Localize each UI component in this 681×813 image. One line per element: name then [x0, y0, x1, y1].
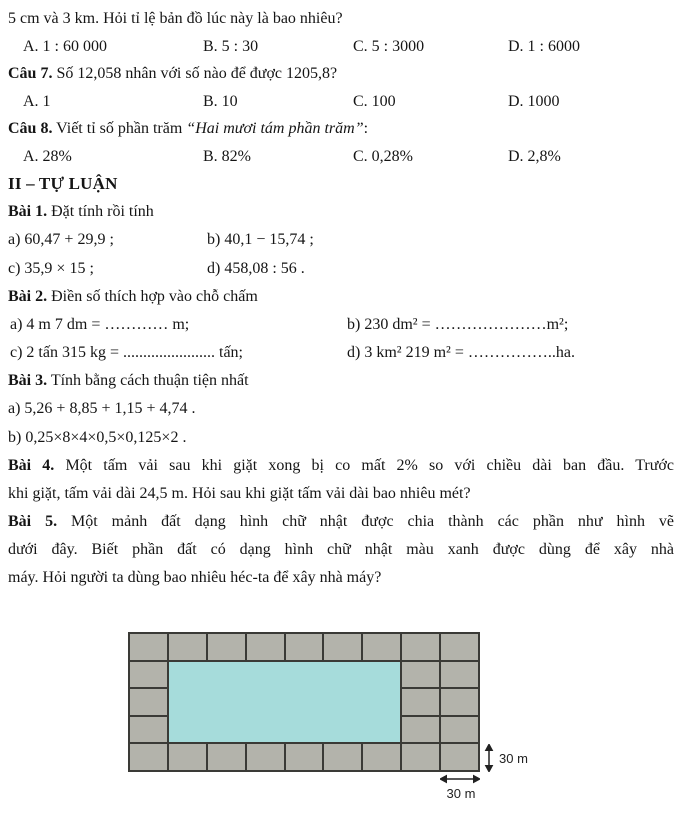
- exercise2-item-d: d) 3 km² 219 m² = ……………..ha.: [347, 344, 575, 361]
- option-c: C. 100: [353, 93, 396, 110]
- horizontal-dimension-arrow-icon: [440, 773, 480, 785]
- grid-cell: [130, 689, 167, 715]
- grid-cell: [441, 717, 478, 743]
- question6-tail-text: 5 cm và 3 km. Hỏi tỉ lệ bản đồ lúc này là bao nhiêu?: [8, 10, 343, 27]
- grid-cell: [130, 662, 167, 688]
- grid-cell: [363, 634, 400, 660]
- question8-text: Câu 8. Viết tỉ số phần trăm “Hai mươi tám phần trăm”:: [8, 120, 369, 137]
- option-b: B. 10: [203, 93, 238, 110]
- vertical-dimension-arrow-icon: [483, 744, 495, 772]
- option-b: B. 5 : 30: [203, 38, 259, 55]
- factory-area-rectangle: [169, 662, 400, 743]
- exercise4-line1: Bài 4. Một tấm vải sau khi giặt xong bị co mất 2% so với chiều dài ban đầu. Trước: [8, 457, 674, 474]
- grid-cell: [208, 744, 245, 770]
- grid-cell: [363, 744, 400, 770]
- exercise5-line2: dưới đây. Biết phần đất có dạng hình chữ nhật màu xanh được dùng để xây nhà: [8, 541, 674, 558]
- exercise1-title: Bài 1. Đặt tính rồi tính: [8, 203, 154, 220]
- grid-cell: [402, 634, 439, 660]
- exercise2-item-c: c) 2 tấn 315 kg = ....................... tấn;: [10, 344, 243, 361]
- exercise3-item-b: b) 0,25×8×4×0,5×0,125×2 .: [8, 429, 187, 446]
- exercise2-item-b: b) 230 dm² = …………………m²;: [347, 316, 569, 333]
- option-c: C. 5 : 3000: [353, 38, 425, 55]
- question7-label: Câu 7.: [8, 65, 53, 82]
- grid-cell: [402, 744, 439, 770]
- exercise1-item-d: d) 458,08 : 56 .: [207, 260, 305, 277]
- option-a: A. 1 : 60 000: [23, 38, 107, 55]
- exercise1-item-c: c) 35,9 × 15 ;: [8, 260, 94, 277]
- exercise5-line1: Bài 5. Một mảnh đất dạng hình chữ nhật được chia thành các phần như hình vẽ: [8, 513, 675, 530]
- exercise2-title: Bài 2. Điền số thích hợp vào chỗ chấm: [8, 288, 258, 305]
- grid-cell: [208, 634, 245, 660]
- grid-cell: [441, 662, 478, 688]
- grid-cell: [402, 717, 439, 743]
- grid-cell: [441, 744, 478, 770]
- option-b: B. 82%: [203, 148, 251, 165]
- exercise1-item-a: a) 60,47 + 29,9 ;: [8, 231, 114, 248]
- grid-cell: [247, 744, 284, 770]
- option-a: A. 28%: [23, 148, 72, 165]
- grid-cell: [402, 662, 439, 688]
- option-d: D. 1 : 6000: [508, 38, 580, 55]
- grid-cell: [130, 717, 167, 743]
- option-d: D. 1000: [508, 93, 560, 110]
- grid-cell: [441, 689, 478, 715]
- exercise4-line2: khi giặt, tấm vải dài 24,5 m. Hỏi sau khi giặt tấm vải dài bao nhiêu mét?: [8, 485, 471, 502]
- exercise2-item-a: a) 4 m 7 dm = ………… m;: [10, 316, 190, 333]
- grid-cell: [286, 634, 323, 660]
- grid-cell: [169, 634, 206, 660]
- question8-label: Câu 8.: [8, 120, 53, 137]
- grid-cell: [402, 689, 439, 715]
- grid-cell: [169, 744, 206, 770]
- grid-cell: [286, 744, 323, 770]
- exercise3-item-a: a) 5,26 + 8,85 + 1,15 + 4,74 .: [8, 400, 196, 417]
- grid-cell: [130, 744, 167, 770]
- horizontal-dimension-label: 30 m: [446, 786, 476, 801]
- option-a: A. 1: [23, 93, 51, 110]
- grid-cell: [247, 634, 284, 660]
- question8-quote: “Hai mươi tám phần trăm”: [186, 120, 364, 137]
- exercise3-title: Bài 3. Tính bằng cách thuận tiện nhất: [8, 372, 249, 389]
- grid-cell: [324, 744, 361, 770]
- option-c: C. 0,28%: [353, 148, 413, 165]
- grid-cell: [324, 634, 361, 660]
- section2-heading: II – TỰ LUẬN: [8, 174, 118, 193]
- land-plot-figure: [128, 632, 480, 772]
- exercise5-line3: máy. Hỏi người ta dùng bao nhiêu héc-ta để xây nhà máy?: [8, 569, 382, 586]
- question7-text: Câu 7. Số 12,058 nhân với số nào để được 1205,8?: [8, 65, 338, 82]
- vertical-dimension-label: 30 m: [499, 751, 528, 766]
- grid-cell: [441, 634, 478, 660]
- grid-cell: [130, 634, 167, 660]
- option-d: D. 2,8%: [508, 148, 561, 165]
- exercise1-item-b: b) 40,1 − 15,74 ;: [207, 231, 314, 248]
